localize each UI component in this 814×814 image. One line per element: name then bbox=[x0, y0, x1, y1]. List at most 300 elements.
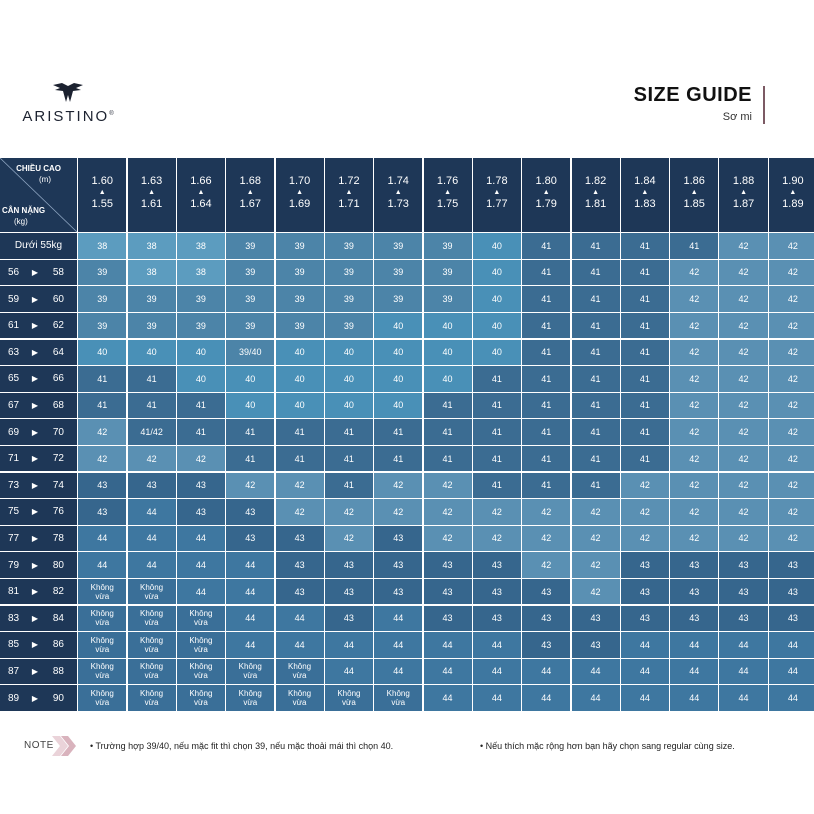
size-cell: 42 bbox=[572, 526, 620, 551]
triangle-up-icon: ▲ bbox=[641, 189, 649, 196]
size-cell-not-fit: Không vừa bbox=[177, 606, 225, 631]
size-cell: 41 bbox=[325, 419, 373, 444]
size-cell: 40 bbox=[226, 393, 274, 418]
size-cell: 41 bbox=[522, 393, 570, 418]
size-cell: 42 bbox=[78, 446, 126, 471]
size-cell: 39 bbox=[276, 233, 324, 258]
height-min: 1.55 bbox=[91, 198, 113, 210]
size-cell: 44 bbox=[128, 526, 176, 551]
size-cell: 40 bbox=[276, 340, 324, 365]
size-cell: 41 bbox=[621, 286, 669, 311]
size-cell: 39 bbox=[78, 260, 126, 285]
weight-row-header bbox=[0, 632, 77, 657]
size-cell: 42 bbox=[719, 419, 767, 444]
size-cell: 44 bbox=[670, 632, 718, 657]
triangle-right-icon: ▶ bbox=[31, 347, 39, 357]
size-cell: 43 bbox=[473, 552, 521, 577]
height-column-header bbox=[128, 158, 176, 232]
triangle-up-icon: ▲ bbox=[542, 189, 550, 196]
size-cell: 44 bbox=[522, 659, 570, 684]
weight-from: 89 bbox=[8, 692, 20, 704]
size-cell: 43 bbox=[621, 579, 669, 604]
weight-to: 70 bbox=[52, 426, 64, 438]
weight-label: CÂN NẶNG bbox=[2, 206, 46, 215]
size-cell: 42 bbox=[670, 366, 718, 391]
weight-row-header bbox=[0, 659, 77, 684]
triangle-up-icon: ▲ bbox=[197, 189, 205, 196]
table-corner-header bbox=[0, 158, 77, 232]
size-cell: 41 bbox=[522, 473, 570, 498]
weight-row-header bbox=[0, 552, 77, 577]
size-cell: 39 bbox=[424, 260, 472, 285]
size-cell: 41 bbox=[226, 419, 274, 444]
weight-to: 86 bbox=[52, 639, 64, 651]
size-cell: 42 bbox=[572, 499, 620, 524]
size-cell: 40 bbox=[128, 340, 176, 365]
size-cell: 41 bbox=[522, 419, 570, 444]
height-column-header bbox=[424, 158, 472, 232]
size-cell: 43 bbox=[473, 579, 521, 604]
height-column-header bbox=[78, 158, 126, 232]
size-cell: 44 bbox=[719, 659, 767, 684]
size-cell: 40 bbox=[276, 366, 324, 391]
weight-from: 69 bbox=[8, 426, 20, 438]
triangle-up-icon: ▲ bbox=[690, 189, 698, 196]
size-cell: 39 bbox=[78, 286, 126, 311]
weight-to: 58 bbox=[52, 266, 64, 278]
size-cell: 41 bbox=[325, 473, 373, 498]
size-cell: 44 bbox=[276, 632, 324, 657]
size-cell: 42 bbox=[621, 499, 669, 524]
size-cell: 41/42 bbox=[128, 419, 176, 444]
size-cell: 40 bbox=[473, 313, 521, 338]
size-cell: 44 bbox=[572, 659, 620, 684]
height-max: 1.90 bbox=[782, 175, 804, 187]
size-cell: 41 bbox=[670, 233, 718, 258]
size-cell: 42 bbox=[276, 473, 324, 498]
size-cell: 38 bbox=[128, 233, 176, 258]
height-column-header bbox=[719, 158, 767, 232]
size-cell: 40 bbox=[473, 286, 521, 311]
size-cell: 39 bbox=[276, 260, 324, 285]
size-cell: 40 bbox=[424, 366, 472, 391]
size-cell: 39 bbox=[325, 313, 373, 338]
weight-from: 65 bbox=[8, 373, 20, 385]
size-cell: 42 bbox=[769, 393, 814, 418]
size-cell: 43 bbox=[719, 606, 767, 631]
size-cell: 41 bbox=[522, 233, 570, 258]
size-cell: 43 bbox=[769, 606, 814, 631]
weight-row-header bbox=[0, 340, 77, 365]
size-cell: 43 bbox=[621, 606, 669, 631]
size-cell: 44 bbox=[128, 499, 176, 524]
weight-row-header bbox=[0, 313, 77, 338]
height-min: 1.81 bbox=[584, 198, 607, 210]
triangle-right-icon: ▶ bbox=[31, 587, 39, 597]
size-cell-not-fit: Không vừa bbox=[78, 579, 126, 604]
size-cell: 41 bbox=[522, 260, 570, 285]
triangle-right-icon: ▶ bbox=[31, 507, 39, 517]
triangle-right-icon: ▶ bbox=[31, 693, 39, 703]
weight-to: 68 bbox=[52, 399, 64, 411]
size-cell: 42 bbox=[276, 499, 324, 524]
size-cell: 43 bbox=[374, 579, 422, 604]
size-cell: 43 bbox=[276, 552, 324, 577]
size-cell-not-fit: Không vừa bbox=[78, 659, 126, 684]
height-min: 1.69 bbox=[288, 198, 311, 210]
weight-to: 78 bbox=[52, 532, 64, 544]
size-cell-not-fit: Không vừa bbox=[78, 606, 126, 631]
size-cell: 41 bbox=[572, 313, 620, 338]
size-cell: 43 bbox=[128, 473, 176, 498]
size-cell: 42 bbox=[719, 526, 767, 551]
weight-from: 63 bbox=[8, 346, 20, 358]
triangle-up-icon: ▲ bbox=[345, 189, 353, 196]
size-cell: 41 bbox=[226, 446, 274, 471]
size-cell: 44 bbox=[572, 685, 620, 710]
weight-from: 85 bbox=[8, 639, 20, 651]
height-min: 1.73 bbox=[387, 198, 409, 210]
height-min: 1.67 bbox=[239, 198, 261, 210]
size-cell: 44 bbox=[473, 685, 521, 710]
height-max: 1.70 bbox=[288, 175, 311, 187]
weight-row-header bbox=[0, 473, 77, 498]
size-cell: 40 bbox=[424, 340, 472, 365]
size-cell: 42 bbox=[670, 393, 718, 418]
size-cell: 39 bbox=[325, 260, 373, 285]
height-max: 1.86 bbox=[683, 175, 705, 187]
size-cell: 40 bbox=[374, 366, 422, 391]
size-cell: 42 bbox=[670, 499, 718, 524]
size-cell: 41 bbox=[78, 366, 126, 391]
size-cell: 42 bbox=[719, 366, 767, 391]
size-cell-not-fit: Không vừa bbox=[374, 685, 422, 710]
size-cell: 43 bbox=[177, 473, 225, 498]
height-min: 1.85 bbox=[683, 198, 705, 210]
size-cell: 38 bbox=[177, 260, 225, 285]
size-cell: 44 bbox=[424, 685, 472, 710]
weight-from: 75 bbox=[8, 506, 20, 518]
size-cell: 39 bbox=[374, 260, 422, 285]
triangle-right-icon: ▶ bbox=[31, 321, 39, 331]
size-cell: 40 bbox=[473, 233, 521, 258]
size-cell: 42 bbox=[670, 473, 718, 498]
size-cell: 41 bbox=[473, 473, 521, 498]
height-max: 1.76 bbox=[436, 175, 459, 187]
size-cell: 42 bbox=[325, 499, 373, 524]
size-cell: 43 bbox=[522, 579, 570, 604]
triangle-up-icon: ▲ bbox=[444, 189, 452, 196]
size-cell: 41 bbox=[325, 446, 373, 471]
size-cell: 44 bbox=[374, 659, 422, 684]
page-title: SIZE GUIDE bbox=[633, 84, 752, 106]
height-max: 1.78 bbox=[486, 175, 508, 187]
size-cell: 42 bbox=[374, 473, 422, 498]
size-cell: 43 bbox=[719, 579, 767, 604]
triangle-up-icon: ▲ bbox=[740, 189, 748, 196]
weight-row-header bbox=[0, 286, 77, 311]
height-max: 1.72 bbox=[338, 175, 360, 187]
height-unit: (m) bbox=[39, 175, 51, 184]
size-cell: 41 bbox=[374, 419, 422, 444]
height-min: 1.87 bbox=[732, 198, 755, 210]
brand-logo bbox=[18, 82, 118, 125]
size-cell: 44 bbox=[473, 632, 521, 657]
size-cell: 44 bbox=[769, 685, 814, 710]
height-min: 1.61 bbox=[140, 198, 163, 210]
weight-from: 83 bbox=[8, 612, 20, 624]
weight-row-header bbox=[0, 579, 77, 604]
height-column-header bbox=[522, 158, 570, 232]
weight-row-header bbox=[0, 606, 77, 631]
size-cell: 42 bbox=[769, 286, 814, 311]
size-cell-not-fit: Không vừa bbox=[226, 685, 274, 710]
triangle-right-icon: ▶ bbox=[31, 454, 39, 464]
size-cell: 41 bbox=[424, 393, 472, 418]
size-cell: 39 bbox=[325, 286, 373, 311]
size-cell: 41 bbox=[473, 419, 521, 444]
size-cell: 41 bbox=[621, 233, 669, 258]
height-min: 1.79 bbox=[535, 198, 557, 210]
size-cell: 41 bbox=[621, 260, 669, 285]
size-cell: 42 bbox=[769, 366, 814, 391]
height-column-header bbox=[177, 158, 225, 232]
size-cell: 44 bbox=[769, 632, 814, 657]
height-max: 1.82 bbox=[584, 175, 607, 187]
size-cell: 42 bbox=[670, 419, 718, 444]
weight-to: 72 bbox=[52, 453, 64, 465]
size-cell: 44 bbox=[226, 552, 274, 577]
size-cell: 42 bbox=[572, 579, 620, 604]
note-label: NOTE bbox=[24, 740, 54, 751]
size-cell: 39 bbox=[325, 233, 373, 258]
size-cell: 44 bbox=[374, 632, 422, 657]
weight-from: 56 bbox=[8, 266, 20, 278]
size-cell-not-fit: Không vừa bbox=[128, 659, 176, 684]
size-cell: 42 bbox=[374, 499, 422, 524]
height-column-header bbox=[325, 158, 373, 232]
size-cell: 44 bbox=[325, 632, 373, 657]
size-cell-not-fit: Không vừa bbox=[128, 606, 176, 631]
weight-unit: (kg) bbox=[14, 217, 28, 226]
triangle-up-icon: ▲ bbox=[789, 189, 797, 196]
weight-to: 76 bbox=[52, 506, 64, 518]
size-cell: 40 bbox=[325, 393, 373, 418]
size-cell: 40 bbox=[226, 366, 274, 391]
size-cell: 42 bbox=[670, 313, 718, 338]
size-cell: 39 bbox=[78, 313, 126, 338]
size-cell: 43 bbox=[424, 606, 472, 631]
weight-from: 77 bbox=[8, 532, 20, 544]
weight-row-header bbox=[0, 446, 77, 471]
size-cell-not-fit: Không vừa bbox=[177, 659, 225, 684]
size-cell: 41 bbox=[276, 419, 324, 444]
size-cell: 42 bbox=[522, 552, 570, 577]
size-cell: 42 bbox=[621, 473, 669, 498]
size-cell: 41 bbox=[621, 446, 669, 471]
triangle-right-icon: ▶ bbox=[31, 267, 39, 277]
size-cell: 42 bbox=[769, 446, 814, 471]
size-cell: 43 bbox=[473, 606, 521, 631]
chevron-right-icon bbox=[50, 734, 78, 758]
size-cell: 41 bbox=[621, 419, 669, 444]
size-cell: 41 bbox=[621, 393, 669, 418]
size-cell: 39 bbox=[424, 286, 472, 311]
size-cell: 39 bbox=[177, 313, 225, 338]
triangle-right-icon: ▶ bbox=[31, 374, 39, 384]
size-cell: 39 bbox=[226, 233, 274, 258]
size-cell: 39 bbox=[177, 286, 225, 311]
size-cell-not-fit: Không vừa bbox=[128, 685, 176, 710]
size-cell: 41 bbox=[522, 313, 570, 338]
size-cell: 42 bbox=[670, 260, 718, 285]
size-cell: 42 bbox=[621, 526, 669, 551]
size-cell: 44 bbox=[276, 606, 324, 631]
weight-to: 80 bbox=[52, 559, 64, 571]
size-cell: 42 bbox=[522, 499, 570, 524]
height-column-header bbox=[670, 158, 718, 232]
triangle-right-icon: ▶ bbox=[31, 560, 39, 570]
size-cell: 44 bbox=[325, 659, 373, 684]
weight-range: Dưới 55kg bbox=[14, 240, 63, 252]
size-cell: 44 bbox=[621, 685, 669, 710]
size-cell: 42 bbox=[719, 340, 767, 365]
size-cell: 41 bbox=[572, 419, 620, 444]
size-cell-not-fit: Không vừa bbox=[128, 632, 176, 657]
size-cell: 42 bbox=[719, 473, 767, 498]
triangle-right-icon: ▶ bbox=[31, 400, 39, 410]
size-cell: 43 bbox=[78, 499, 126, 524]
triangle-right-icon: ▶ bbox=[31, 533, 39, 543]
weight-row-header bbox=[0, 366, 77, 391]
size-cell: 43 bbox=[374, 526, 422, 551]
size-cell: 42 bbox=[473, 526, 521, 551]
size-cell: 43 bbox=[621, 552, 669, 577]
size-cell: 44 bbox=[78, 552, 126, 577]
height-max: 1.68 bbox=[239, 175, 261, 187]
weight-to: 66 bbox=[52, 373, 64, 385]
triangle-right-icon: ▶ bbox=[31, 427, 39, 437]
height-max: 1.74 bbox=[387, 175, 409, 187]
weight-from: 71 bbox=[8, 453, 20, 465]
size-cell: 42 bbox=[719, 260, 767, 285]
size-cell: 44 bbox=[719, 632, 767, 657]
size-cell: 41 bbox=[572, 393, 620, 418]
height-max: 1.88 bbox=[732, 175, 755, 187]
size-cell: 41 bbox=[177, 393, 225, 418]
size-cell: 40 bbox=[424, 313, 472, 338]
weight-row-header bbox=[0, 685, 77, 710]
size-cell-not-fit: Không vừa bbox=[78, 632, 126, 657]
size-cell: 42 bbox=[719, 446, 767, 471]
size-cell: 44 bbox=[769, 659, 814, 684]
size-cell: 43 bbox=[325, 552, 373, 577]
triangle-up-icon: ▲ bbox=[148, 189, 156, 196]
size-cell: 42 bbox=[769, 473, 814, 498]
size-cell: 41 bbox=[621, 340, 669, 365]
size-cell: 42 bbox=[177, 446, 225, 471]
size-cell: 41 bbox=[522, 446, 570, 471]
size-cell: 44 bbox=[621, 632, 669, 657]
size-cell: 38 bbox=[128, 260, 176, 285]
weight-to: 64 bbox=[52, 346, 64, 358]
size-cell: 44 bbox=[621, 659, 669, 684]
height-column-header bbox=[276, 158, 324, 232]
size-cell: 41 bbox=[572, 340, 620, 365]
triangle-up-icon: ▲ bbox=[296, 189, 304, 196]
triangle-up-icon: ▲ bbox=[592, 189, 600, 196]
size-cell: 42 bbox=[325, 526, 373, 551]
size-cell: 41 bbox=[621, 313, 669, 338]
size-cell: 43 bbox=[226, 526, 274, 551]
size-cell: 42 bbox=[769, 526, 814, 551]
size-cell: 42 bbox=[719, 286, 767, 311]
size-cell: 44 bbox=[78, 526, 126, 551]
height-column-header bbox=[769, 158, 814, 232]
size-cell: 44 bbox=[670, 685, 718, 710]
weight-to: 74 bbox=[52, 479, 64, 491]
size-cell: 44 bbox=[473, 659, 521, 684]
size-cell: 44 bbox=[670, 659, 718, 684]
triangle-up-icon: ▲ bbox=[493, 189, 501, 196]
size-cell: 40 bbox=[374, 313, 422, 338]
size-cell: 44 bbox=[177, 526, 225, 551]
weight-from: 81 bbox=[8, 586, 20, 598]
size-cell: 39/40 bbox=[226, 340, 274, 365]
size-cell: 42 bbox=[78, 419, 126, 444]
weight-to: 84 bbox=[52, 612, 64, 624]
triangle-up-icon: ▲ bbox=[98, 189, 106, 196]
weight-row-header bbox=[0, 419, 77, 444]
size-cell: 41 bbox=[78, 393, 126, 418]
size-cell: 40 bbox=[177, 340, 225, 365]
weight-row-header bbox=[0, 260, 77, 285]
size-cell: 41 bbox=[473, 393, 521, 418]
size-cell: 40 bbox=[177, 366, 225, 391]
eagle-logo-icon bbox=[51, 82, 85, 106]
size-cell: 39 bbox=[424, 233, 472, 258]
size-cell: 43 bbox=[325, 579, 373, 604]
triangle-right-icon: ▶ bbox=[31, 294, 39, 304]
size-cell-not-fit: Không vừa bbox=[226, 659, 274, 684]
height-column-header bbox=[572, 158, 620, 232]
size-cell: 44 bbox=[128, 552, 176, 577]
height-label: CHIỀU CAO bbox=[16, 164, 61, 173]
size-cell: 44 bbox=[226, 632, 274, 657]
size-cell: 43 bbox=[374, 552, 422, 577]
size-cell: 42 bbox=[424, 473, 472, 498]
size-cell: 39 bbox=[226, 313, 274, 338]
note-item-fit: • Trường hợp 39/40, nếu mặc fit thì chọn 39, nếu mặc thoải mái thì chọn 40. bbox=[90, 741, 394, 751]
height-min: 1.71 bbox=[338, 198, 360, 210]
size-cell: 41 bbox=[128, 393, 176, 418]
size-cell: 41 bbox=[572, 233, 620, 258]
size-cell: 40 bbox=[473, 260, 521, 285]
weight-row-header bbox=[0, 393, 77, 418]
height-min: 1.83 bbox=[634, 198, 656, 210]
size-cell: 38 bbox=[177, 233, 225, 258]
weight-to: 90 bbox=[52, 692, 64, 704]
triangle-right-icon: ▶ bbox=[31, 480, 39, 490]
triangle-right-icon: ▶ bbox=[31, 613, 39, 623]
size-cell-not-fit: Không vừa bbox=[78, 685, 126, 710]
size-cell: 43 bbox=[226, 499, 274, 524]
size-cell: 39 bbox=[374, 286, 422, 311]
size-cell: 42 bbox=[769, 313, 814, 338]
size-cell: 41 bbox=[522, 286, 570, 311]
size-cell: 43 bbox=[78, 473, 126, 498]
weight-row-header bbox=[0, 233, 77, 258]
